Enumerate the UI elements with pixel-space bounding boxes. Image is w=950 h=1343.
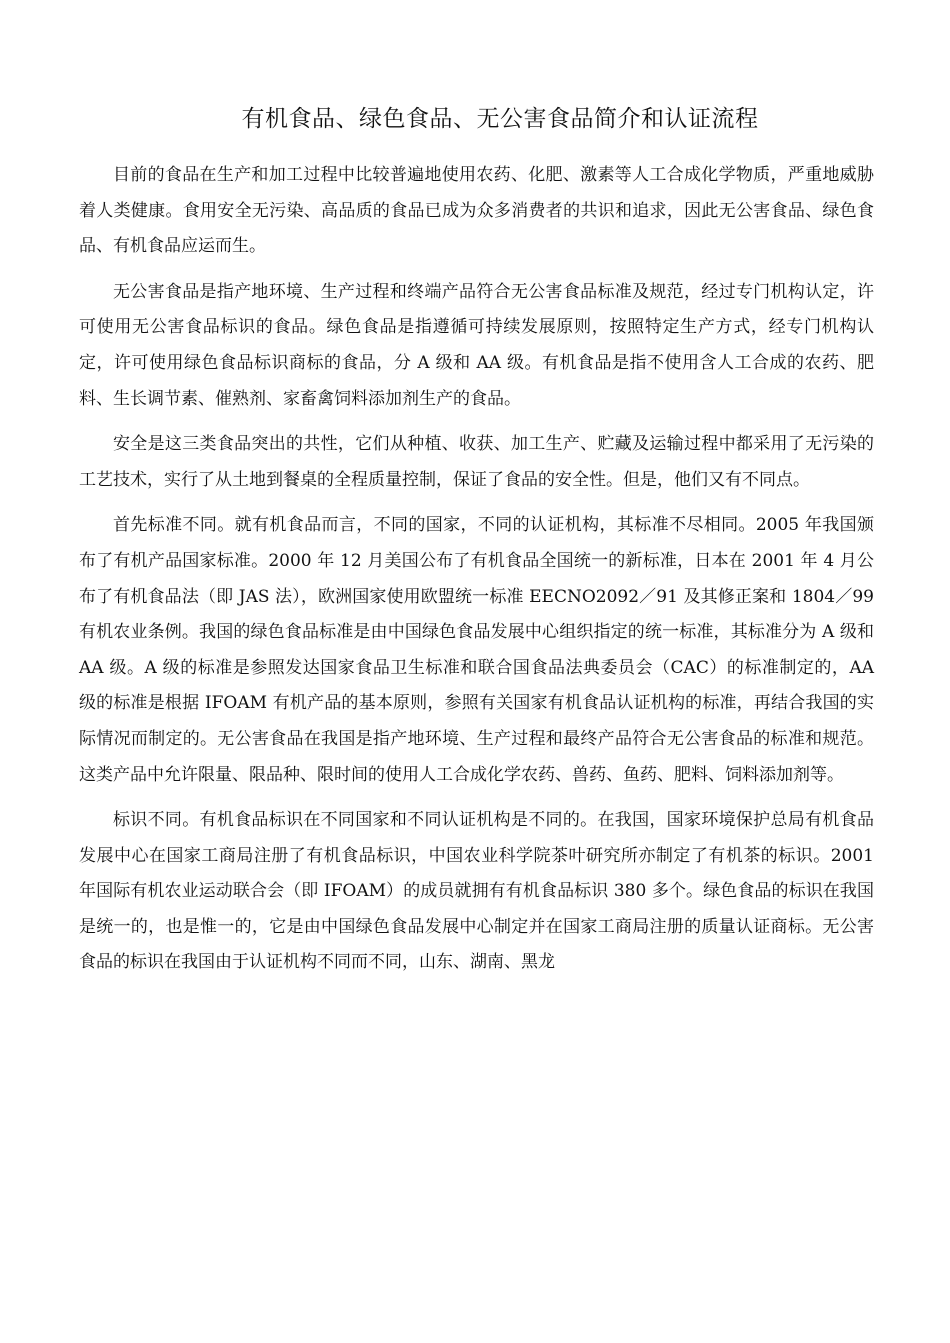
- paragraph-commonality: 安全是这三类食品突出的共性，它们从种植、收获、加工生产、贮藏及运输过程中都采用了无污染的工艺技术，实行了从土地到餐桌的全程质量控制，保证了食品的安全性。但是，他们又有不同点。: [79, 434, 874, 490]
- paragraph-definitions: 无公害食品是指产地环境、生产过程和终端产品符合无公害食品标准及规范，经过专门机构认定，许可使用无公害食品标识的食品。绿色食品是指遵循可持续发展原则，按照特定生产方式，经专门机构认定，许可使用绿色食品标识商标的食品，分 A 级和 AA 级。有机食品是指不使用含人工合成的农药、肥料、生长调节素、催熟剂、家畜禽饲料添加剂生产的食品。: [79, 281, 874, 409]
- document-title: 有机食品、绿色食品、无公害食品简介和认证流程: [241, 106, 759, 132]
- document-body: [79, 158, 874, 991]
- paragraph-intro: 目前的食品在生产和加工过程中比较普遍地使用农药、化肥、激素等人工合成化学物质，严重地威胁着人类健康。食用安全无污染、高品质的食品已成为众多消费者的共识和追求，因此无公害食品、绿色食品、有机食品应运而生。: [79, 165, 874, 257]
- paragraph-labels: 标识不同。有机食品标识在不同国家和不同认证机构是不同的。在我国，国家环境保护总局有机食品发展中心在国家工商局注册了有机食品标识，中国农业科学院茶叶研究所亦制定了有机茶的标识。2001 年国际有机农业运动联合会（即 IFOAM）的成员就拥有有机食品标识 380 多个。绿色食品的标识在我国是统一的，也是惟一的，它是由中国绿色食品发展中心制定并在国家工商局注册的质量认证商标。无公害食品的标识在我国由于认证机构不同而不同，山东、湖南、黑龙: [79, 810, 874, 973]
- paragraph-standards: 首先标准不同。就有机食品而言，不同的国家，不同的认证机构，其标准不尽相同。2005 年我国颁布了有机产品国家标准。2000 年 12 月美国公布了有机食品全国统一的新标准，日本在 2001 年 4 月公布了有机食品法（即 JAS 法），欧洲国家使用欧盟统一标准 EECNO2092／91 及其修正案和 1804／99 有机农业条例。我国的绿色食品标准是由中国绿色食品发展中心组织指定的统一标准，其标准分为 A 级和 AA 级。A 级的标准是参照发达国家食品卫生标准和联合国食品法典委员会（CAC）的标准制定的，AA 级的标准是根据 IFOAM 有机产品的基本原则，参照有关国家有机食品认证机构的标准，再结合我国的实际情况而制定的。无公害食品在我国是指产地环境、生产过程和最终产品符合无公害食品的标准和规范。这类产品中允许限量、限品种、限时间的使用人工合成化学农药、兽药、鱼药、肥料、饲料添加剂等。: [79, 515, 874, 785]
